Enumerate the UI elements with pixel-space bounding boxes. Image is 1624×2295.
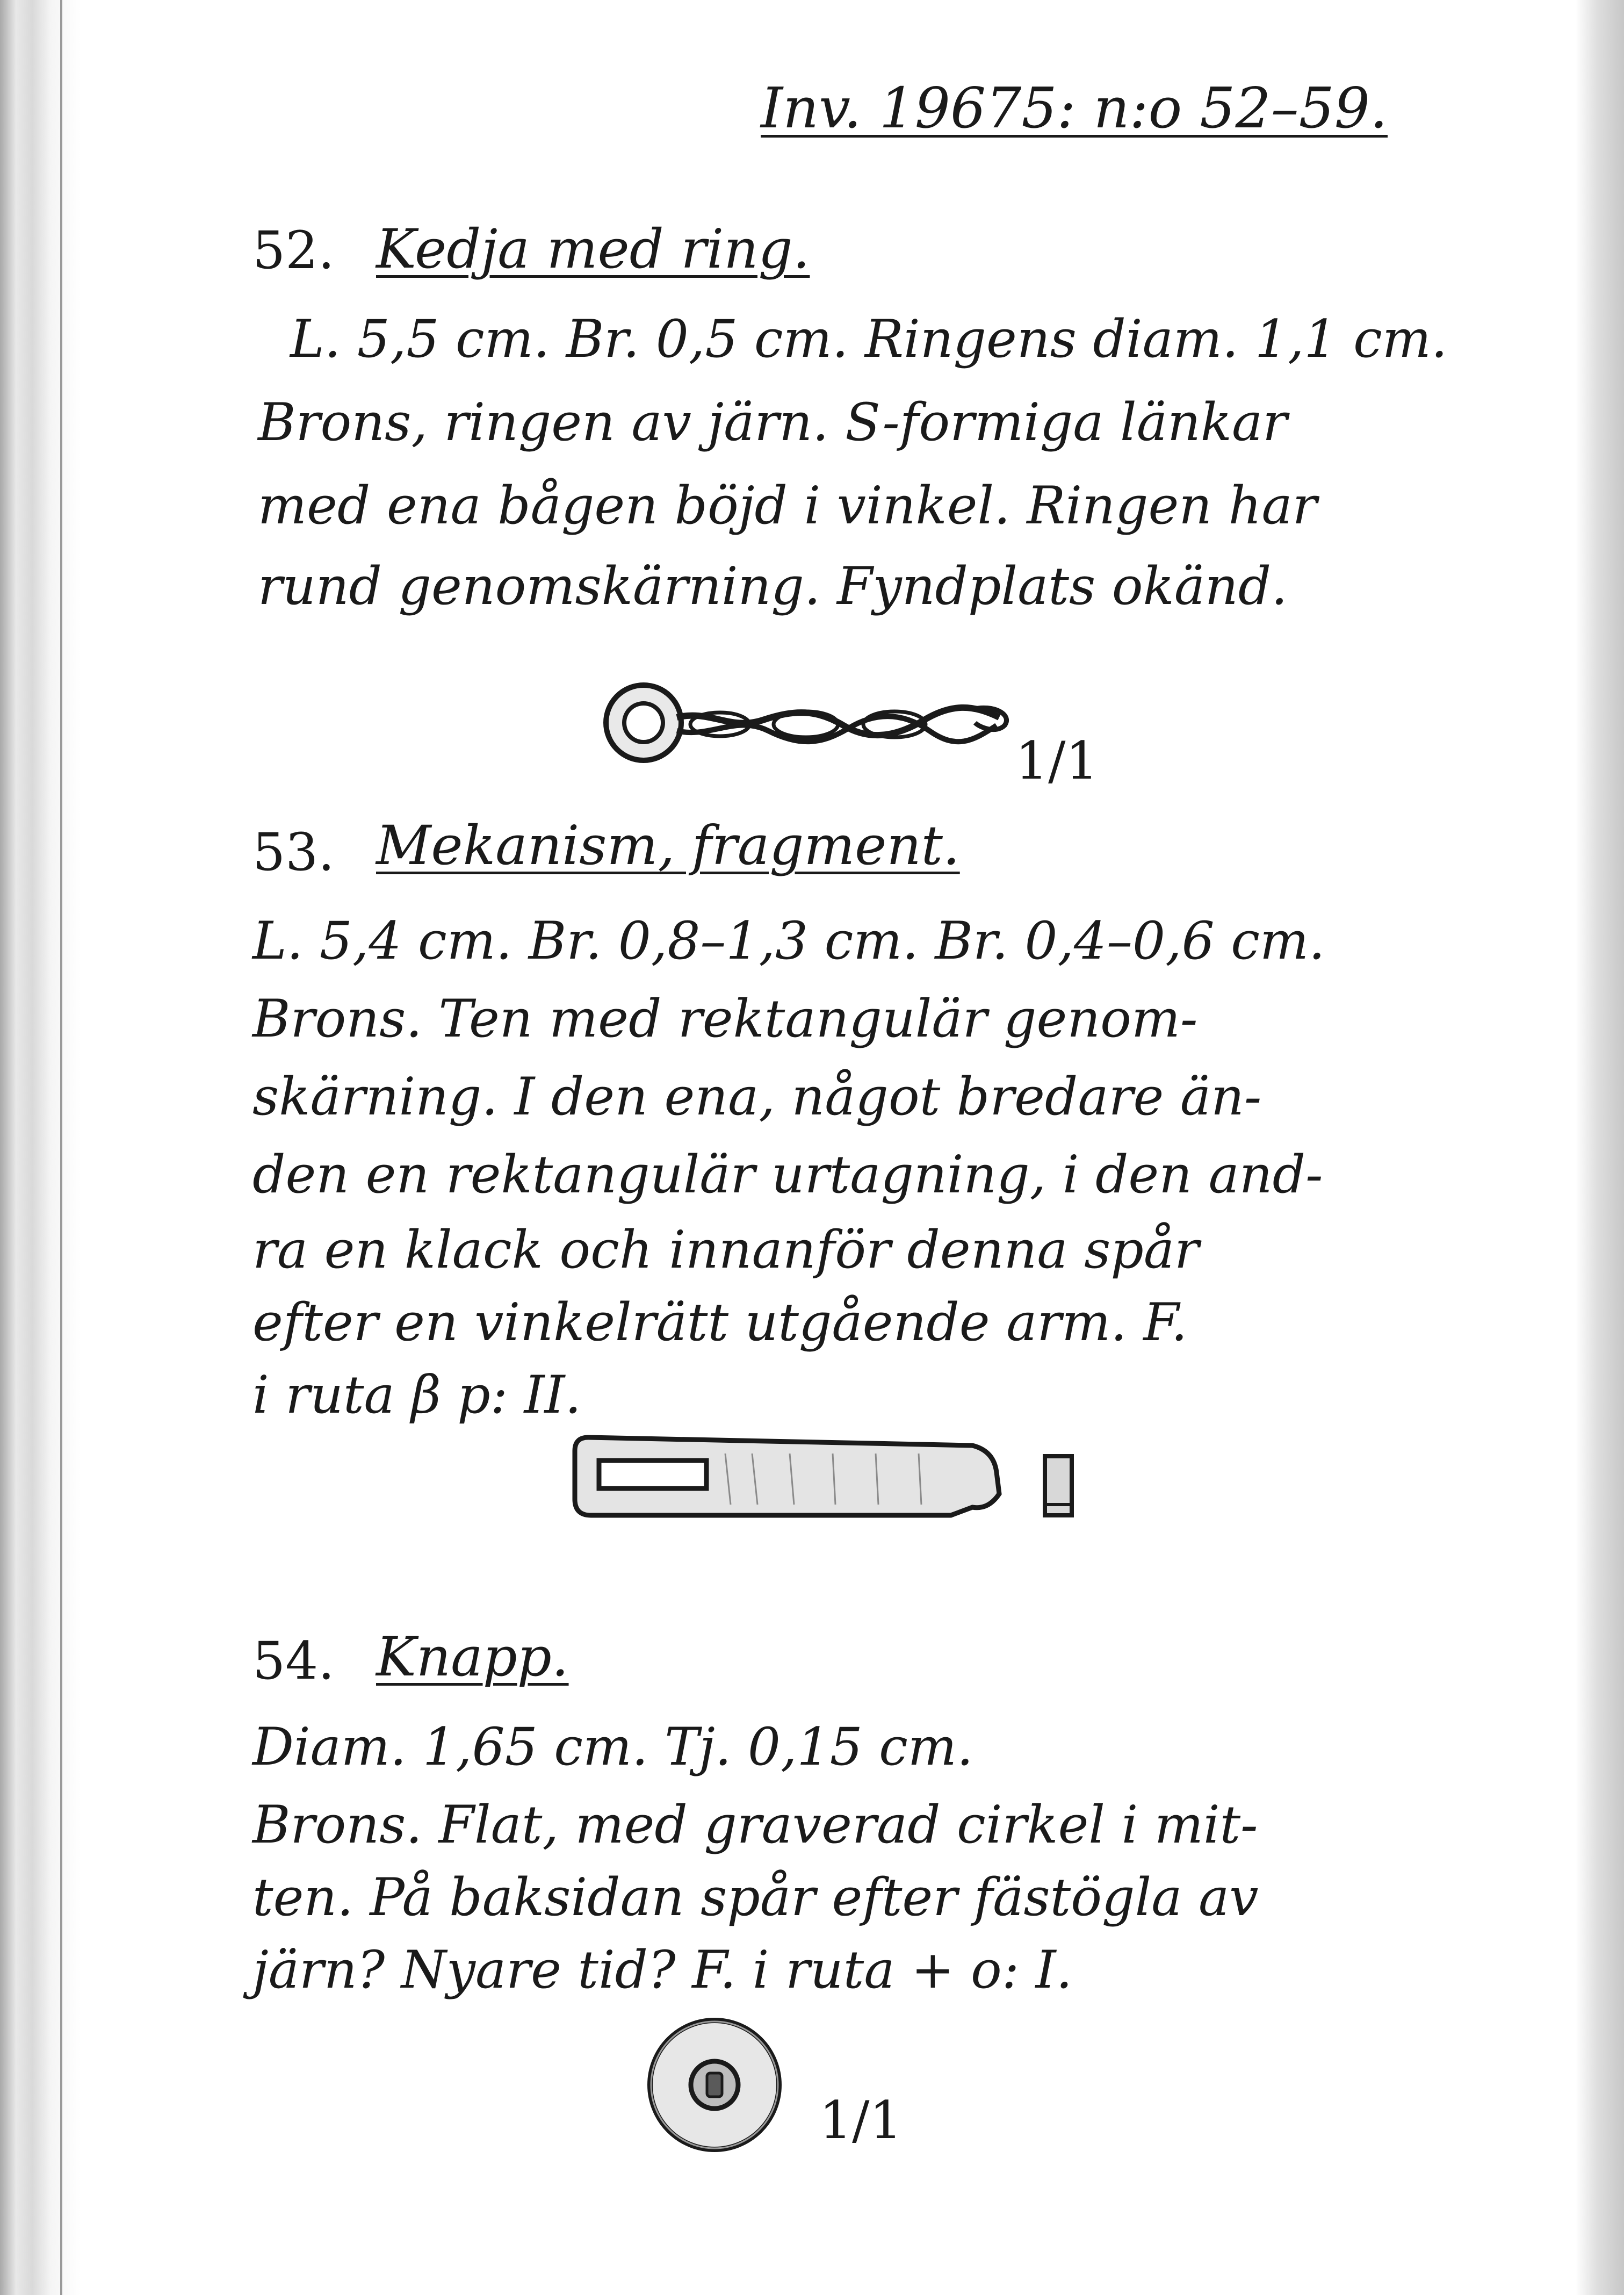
entry-54-title: Knapp. bbox=[376, 1625, 569, 1688]
entry-52-title: Kedja med ring. bbox=[376, 218, 810, 280]
mechanism-fragment-drawing bbox=[564, 1429, 1101, 1537]
entry-53-line-4: den en rektangulär urtagning, i den and- bbox=[252, 1145, 1323, 1205]
book-binding-shadow bbox=[0, 0, 81, 2295]
entry-53-line-3: skärning. I den ena, något bredare än- bbox=[252, 1067, 1262, 1127]
entry-54-line-3: ten. På baksidan spår efter fästögla av bbox=[252, 1867, 1259, 1927]
entry-52-line-1: L. 5,5 cm. Br. 0,5 cm. Ringens diam. 1,1 cm. bbox=[290, 309, 1448, 369]
entry-53-number: 53. bbox=[252, 822, 335, 882]
entry-54-scale: 1/1 bbox=[819, 2090, 903, 2150]
entry-52-line-4: rund genomskärning. Fyndplats okänd. bbox=[258, 556, 1288, 616]
entry-53-line-2: Brons. Ten med rektangulär genom- bbox=[252, 989, 1198, 1049]
entry-53-line-5: ra en klack och innanför denna spår bbox=[252, 1220, 1199, 1280]
entry-53-title: Mekanism, fragment. bbox=[376, 814, 960, 877]
entry-54-line-2: Brons. Flat, med graverad cirkel i mit- bbox=[252, 1795, 1258, 1855]
page-edge-shadow bbox=[1576, 0, 1624, 2295]
entry-53-line-1: L. 5,4 cm. Br. 0,8–1,3 cm. Br. 0,4–0,6 cm. bbox=[252, 911, 1325, 971]
inventory-number: Inv. 19675: n:o 52–59. bbox=[761, 75, 1388, 141]
entry-53-line-6: efter en vinkelrätt utgående arm. F. bbox=[252, 1292, 1188, 1352]
entry-53-line-7: i ruta β p: II. bbox=[252, 1365, 581, 1425]
chain-with-ring-drawing bbox=[596, 672, 1015, 774]
entry-54-line-1: Diam. 1,65 cm. Tj. 0,15 cm. bbox=[252, 1717, 973, 1777]
entry-52-line-2: Brons, ringen av järn. S-formiga länkar bbox=[258, 392, 1288, 452]
entry-52-line-3: med ena bågen böjd i vinkel. Ringen har bbox=[258, 476, 1317, 536]
entry-52-scale: 1/1 bbox=[1015, 731, 1099, 791]
entry-54-number: 54. bbox=[252, 1631, 335, 1691]
binding-fold-line bbox=[60, 0, 62, 2295]
button-drawing bbox=[639, 2010, 790, 2160]
entry-54-line-4: järn? Nyare tid? F. i ruta + o: I. bbox=[252, 1940, 1073, 2000]
entry-52-number: 52. bbox=[252, 220, 335, 280]
